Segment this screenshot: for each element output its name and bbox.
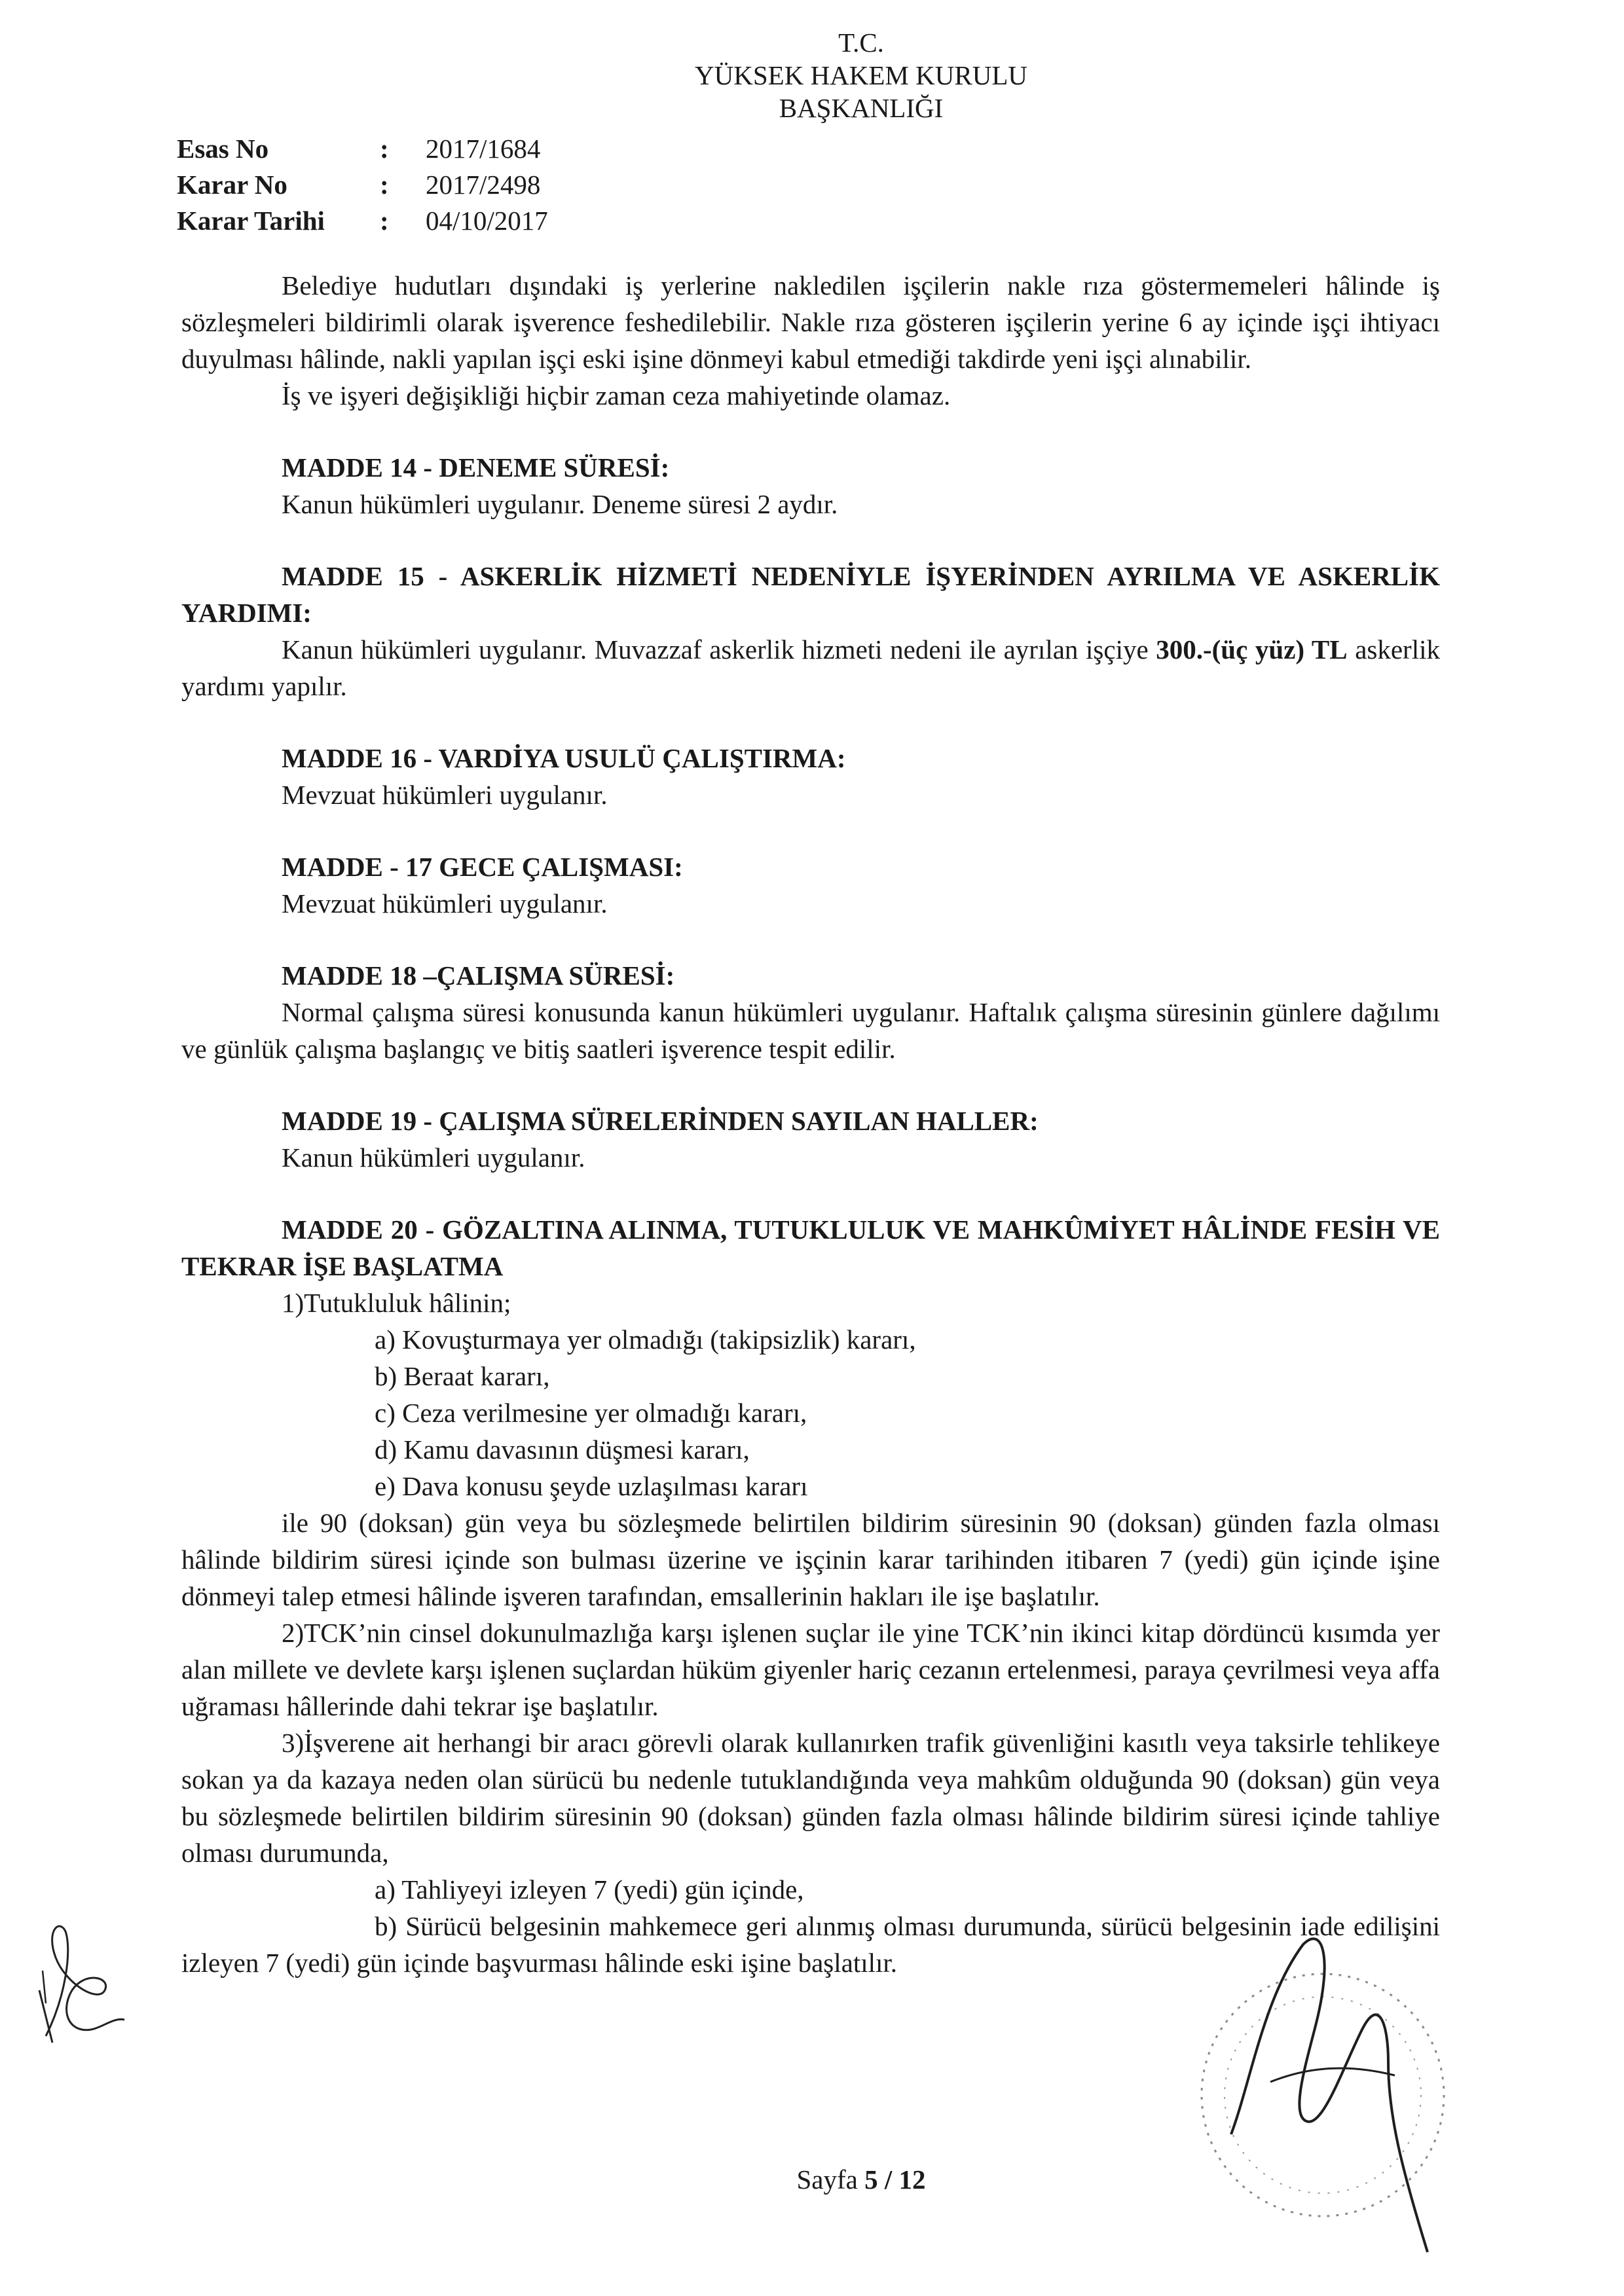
article-15-text	[181, 631, 1440, 704]
article-14-title: MADDE 14 - DENEME SÜRESİ:	[282, 452, 670, 483]
initials-signature-left	[26, 1912, 138, 2049]
article-20-item-2: 2)TCK’nin cinsel dokunulmazlığa karşı işlenen suçlar ile yine TCK’nin ikinci kitap dördüncü kısımda yer alan millete ve devlete karşı işlenen suçlardan hüküm giyenler hariç cezanın ertelenmesi, paraya çevrilmesi veya affa uğraması hâllerinde dahi tekrar işe başlatılır.	[181, 1618, 1440, 1721]
intro-paragraph: Belediye hudutları dışındaki iş yerlerine nakledilen işçilerin nakle rıza göstermemeleri hâlinde iş sözleşmeleri bildirimli olarak işverence feshedilebilir. Nakle rıza gösteren işçilerin yerine 6 ay içinde işçi ihtiyacı duyulması hâlinde, nakli yapılan işçi eski işine dönmeyi kabul etmediği takdirde yeni işçi alınabilir.	[181, 270, 1440, 374]
meta-value: 2017/2498	[426, 170, 541, 200]
list-item: b) Sürücü belgesinin mahkemece geri alınmış olması durumunda, sürücü belgesinin iade edilişini izleyen 7 (yedi) gün içinde başvurması hâlinde eski işine başlatılır.	[181, 1911, 1440, 1978]
meta-row-tarih	[177, 203, 548, 239]
list-item: c) Ceza verilmesine yer olmadığı kararı,	[375, 1398, 807, 1428]
meta-value: 04/10/2017	[426, 206, 548, 236]
meta-colon: :	[380, 170, 389, 200]
header-tc: T.C.	[838, 27, 884, 58]
meta-label: Esas No	[177, 134, 269, 164]
list-item: b) Beraat kararı,	[375, 1361, 550, 1391]
case-meta	[177, 131, 548, 239]
article-20-item-1-intro: 1)Tutukluluk hâlinin;	[282, 1288, 511, 1318]
article-17-text: Mevzuat hükümleri uygulanır.	[282, 888, 608, 919]
meta-colon: :	[380, 206, 389, 236]
article-16-text: Mevzuat hükümleri uygulanır.	[282, 780, 608, 810]
article-18-text: Normal çalışma süresi konusunda kanun hükümleri uygulanır. Haftalık çalışma süresinin günlere dağılımı ve günlük çalışma başlangıç ve bitiş saatleri işverence tespit edilir.	[181, 997, 1440, 1064]
document-body	[181, 267, 1440, 1981]
article-15-title: MADDE 15 - ASKERLİK HİZMETİ NEDENİYLE İŞYERİNDEN AYRILMA VE ASKERLİK YARDIMI:	[181, 561, 1440, 628]
list-item: a) Kovuşturmaya yer olmadığı (takipsizlik) kararı,	[375, 1324, 916, 1355]
meta-label: Karar Tarihi	[177, 206, 325, 236]
meta-row-karar	[177, 167, 548, 203]
header-presidency: BAŞKANLIĞI	[779, 93, 944, 123]
page-separator: /	[877, 2164, 899, 2195]
article-15-text-b: askerlik yardımı yapılır.	[181, 634, 1440, 701]
meta-colon: :	[380, 134, 389, 164]
article-20-title: MADDE 20 - GÖZALTINA ALINMA, TUTUKLULUK VE MAHKÛMİYET HÂLİNDE FESİH VE TEKRAR İŞE BAŞLATMA	[181, 1214, 1440, 1281]
article-15-amount: 300.-(üç yüz) TL	[1156, 634, 1348, 665]
article-17-title: MADDE - 17 GECE ÇALIŞMASI:	[282, 852, 683, 882]
meta-value: 2017/1684	[426, 134, 541, 164]
article-19-text: Kanun hükümleri uygulanır.	[282, 1142, 585, 1173]
page-prefix: Sayfa	[796, 2164, 865, 2195]
article-20-item-3: 3)İşverene ait herhangi bir aracı görevli olarak kullanırken trafik güvenliğini kasıtlı veya taksirle tehlikeye sokan ya da kazaya neden olan sürücü bu nedenle tutuklandığında veya mahkûm olduğunda 90 (doksan) gün veya bu sözleşmede belirtilen bildirim süresinin 90 (doksan) günden fazla olması hâlinde bildirim süresi içinde tahliye olması durumunda,	[181, 1728, 1440, 1868]
article-16-title: MADDE 16 - VARDİYA USULÜ ÇALIŞTIRMA:	[282, 743, 846, 773]
document-header	[0, 26, 1624, 124]
article-18-title: MADDE 18 –ÇALIŞMA SÜRESİ:	[282, 960, 675, 991]
official-stamp-with-signature	[1192, 1918, 1467, 2259]
page-current: 5	[864, 2164, 878, 2195]
list-item: d) Kamu davasının düşmesi kararı,	[375, 1434, 750, 1465]
article-20-item-1-rest: ile 90 (doksan) gün veya bu sözleşmede belirtilen bildirim süresinin 90 (doksan) günden fazla olması hâlinde bildirim süresi içinde son bulması üzerine ve işçinin karar tarihinden itibaren 7 (yedi) gün içinde işine dönmeyi talep etmesi hâlinde işveren tarafından, emsallerinin hakları ile işe başlatılır.	[181, 1508, 1440, 1611]
article-15-text-a: Kanun hükümleri uygulanır. Muvazzaf askerlik hizmeti nedeni ile ayrılan işçiye	[282, 634, 1156, 665]
header-institution: YÜKSEK HAKEM KURULU	[695, 60, 1027, 90]
article-14-text: Kanun hükümleri uygulanır. Deneme süresi 2 aydır.	[282, 489, 838, 519]
intro-paragraph-2: İş ve işyeri değişikliği hiçbir zaman ceza mahiyetinde olamaz.	[282, 380, 951, 410]
list-item: a) Tahliyeyi izleyen 7 (yedi) gün içinde,	[375, 1874, 804, 1904]
list-item: e) Dava konusu şeyde uzlaşılması kararı	[375, 1471, 808, 1501]
meta-row-esas	[177, 131, 548, 167]
article-19-title: MADDE 19 - ÇALIŞMA SÜRELERİNDEN SAYILAN HALLER:	[282, 1106, 1039, 1136]
page-total: 12	[898, 2164, 926, 2195]
meta-label: Karar No	[177, 170, 287, 200]
